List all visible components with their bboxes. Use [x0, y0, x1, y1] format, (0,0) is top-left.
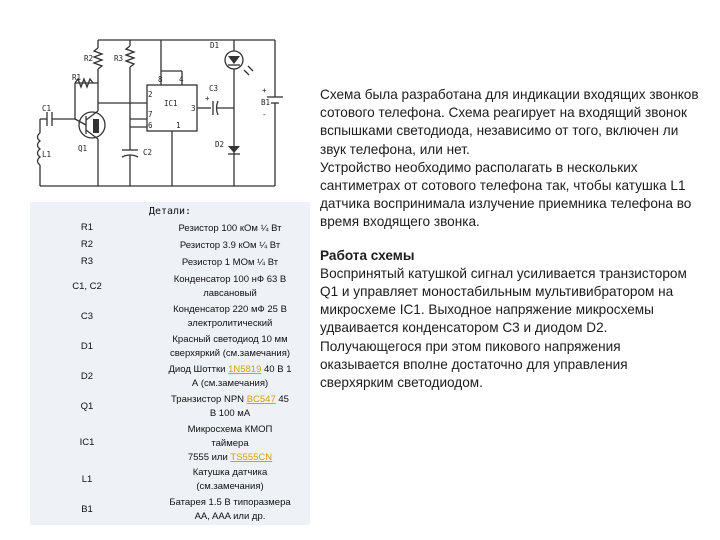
part-code: C1, C2	[72, 281, 102, 292]
label-c2: C2	[143, 148, 153, 157]
label-d2: D2	[215, 140, 225, 149]
label-d1: D1	[210, 41, 220, 50]
part-description: Микросхема КМОП таймера 7555 или TS555CN	[187, 424, 273, 463]
part-description: Красный светодиод 10 мм сверхяркий (см.замечания)	[169, 334, 291, 359]
part-code: L1	[81, 474, 93, 485]
placement-paragraph: Устройство необходимо располагать в нескольких сантиметрах от сотового телефона так, чтобы катушка L1 датчика воспринимала излучение приемника телефона во время входящего звонка.	[320, 159, 692, 230]
part-description: Резистор 100 кОм ¼ Вт	[178, 223, 282, 234]
label-c3-plus: +	[205, 94, 210, 103]
part-link-bc547[interactable]: BC547	[246, 394, 276, 405]
part-code: D2	[80, 371, 94, 382]
label-l1: L1	[42, 150, 52, 159]
label-q1: Q1	[78, 144, 88, 153]
parts-list	[30, 202, 310, 525]
label-b1: B1	[261, 98, 271, 107]
part-code: R1	[80, 222, 94, 233]
circuit-schematic	[30, 33, 298, 198]
label-c3: C3	[209, 84, 219, 93]
label-r3: R3	[114, 54, 124, 63]
label-pin3: 3	[191, 104, 196, 113]
label-battery-minus: -	[262, 110, 267, 119]
label-pin4: 4	[179, 75, 184, 84]
operation-paragraph: Воспринятый катушкой сигнал усиливается транзистором Q1 и управляет моностабильным мультивибратором на микросхеме IC1. Выходное напряжение микросхемы удваивается конденсатором C3 и диодом D2. Получающегося при этом пикового напряжения оказывается вполне достаточно для управления сверхярким светодиодом.	[320, 265, 687, 391]
part-code: C3	[80, 311, 94, 322]
label-battery-plus: +	[262, 86, 267, 95]
part-code: D1	[80, 341, 94, 352]
part-description: Резистор 1 МОм ¼ Вт	[181, 257, 279, 268]
part-link-1n5819[interactable]: 1N5819	[228, 364, 262, 375]
part-description: Катушка датчика (см.замечания)	[192, 467, 268, 492]
part-code: R3	[80, 256, 94, 267]
part-description: Конденсатор 100 нФ 63 В лавсановый	[173, 274, 287, 299]
part-description: Диод Шоттки 1N5819 40 В 1 А (см.замечания)	[168, 364, 292, 389]
part-link-ts555cn[interactable]: TS555CN	[230, 452, 273, 463]
part-code: B1	[81, 504, 93, 515]
label-pin2: 2	[148, 90, 153, 99]
parts-list-title: Детали:	[148, 206, 192, 217]
section-heading: Работа схемы	[320, 247, 415, 263]
label-r2: R2	[84, 54, 94, 63]
label-pin7: 7	[148, 110, 153, 119]
part-code: Q1	[80, 401, 94, 412]
label-pin1: 1	[176, 121, 181, 130]
intro-paragraph: Схема была разработана для индикации входящих звонков сотового телефона. Схема реагирует на входящий звонок вспышками светодиода, независимо от того, включен ли звук телефона, или нет.	[320, 87, 699, 157]
part-code: R2	[80, 239, 94, 250]
label-r1: R1	[72, 73, 82, 82]
circuit-drawing	[30, 33, 298, 198]
label-c1: C1	[42, 104, 52, 113]
description-text	[320, 86, 702, 392]
part-description: Резистор 3.9 кОм ¼ Вт	[179, 240, 281, 251]
label-pin8: 8	[158, 75, 163, 84]
label-pin6: 6	[148, 121, 153, 130]
part-description: Батарея 1.5 В типоразмера AA, AAA или др.	[169, 497, 291, 522]
part-description: Транзистор NPN BC547 45 В 100 мА	[171, 394, 289, 419]
part-description: Конденсатор 220 мФ 25 В электролитический	[173, 304, 287, 329]
part-code: IC1	[79, 437, 95, 448]
label-ic1: IC1	[164, 99, 178, 108]
